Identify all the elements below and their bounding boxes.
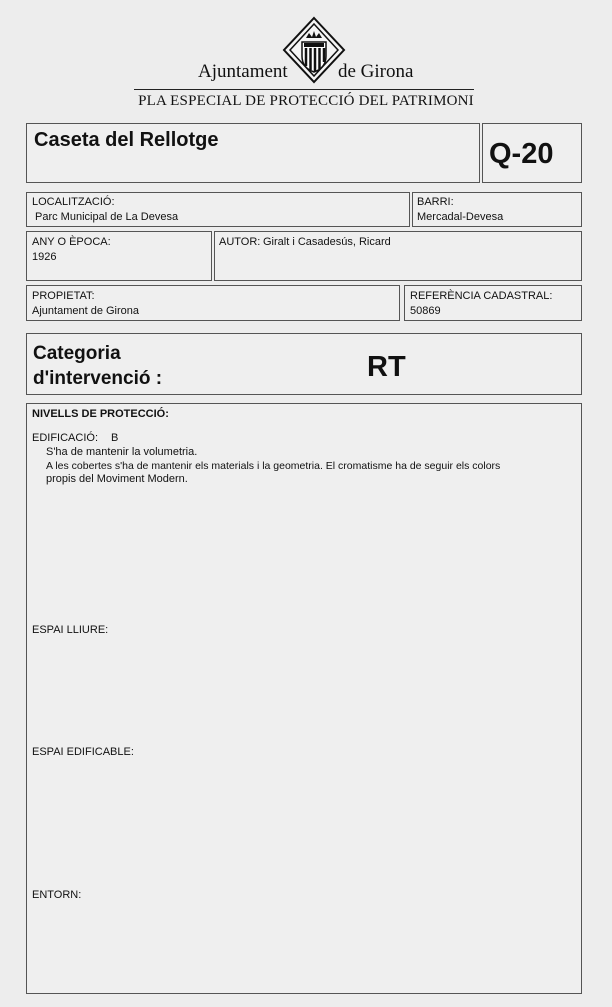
- categoria-value: RT: [367, 351, 406, 383]
- edificacio-line2: A les cobertes s'ha de mantenir els materials i la geometria. El cromatisme ha de seguir els colors: [46, 460, 501, 472]
- edificacio-line3: propis del Moviment Modern.: [46, 473, 188, 485]
- espai-edificable-label: ESPAI EDIFICABLE:: [32, 746, 134, 758]
- any-value: 1926: [32, 251, 57, 263]
- entorn-label: ENTORN:: [32, 889, 82, 901]
- propietat-value: Ajuntament de Girona: [32, 305, 140, 317]
- code-box: [482, 123, 582, 183]
- institution-name-right: de Girona: [338, 61, 414, 82]
- header-rule: [134, 89, 474, 90]
- propietat-label: PROPIETAT:: [32, 290, 95, 302]
- any-label: ANY O ÈPOCA:: [32, 236, 111, 248]
- categoria-label-line2: d'intervenció :: [33, 368, 163, 389]
- barri-label: BARRI:: [417, 196, 454, 208]
- barri-box: [412, 192, 582, 227]
- referencia-box: [404, 285, 582, 321]
- girona-coat-of-arms-icon: [282, 16, 346, 84]
- edificacio-value: B: [111, 432, 119, 444]
- localitzacio-value: Parc Municipal de La Devesa: [35, 211, 179, 223]
- autor-value: Giralt i Casadesús, Ricard: [263, 236, 391, 248]
- any-box: [26, 231, 212, 281]
- nivells-title: NIVELLS DE PROTECCIÓ:: [32, 408, 169, 420]
- document-subtitle: PLA ESPECIAL DE PROTECCIÓ DEL PATRIMONI: [138, 93, 474, 109]
- espai-lliure-label: ESPAI LLIURE:: [32, 624, 109, 636]
- edificacio-label: EDIFICACIÓ:: [32, 432, 99, 444]
- page-title: Caseta del Rellotge: [34, 129, 219, 151]
- edificacio-line1: S'ha de mantenir la volumetria.: [46, 446, 198, 458]
- record-code: Q-20: [489, 138, 554, 170]
- categoria-label-line1: Categoria: [33, 343, 121, 364]
- autor-label: AUTOR:: [219, 236, 261, 248]
- nivells-box: [26, 403, 582, 994]
- localitzacio-label: LOCALITZACIÓ:: [32, 196, 115, 208]
- autor-box: [214, 231, 582, 281]
- localitzacio-box: [26, 192, 410, 227]
- propietat-box: [26, 285, 400, 321]
- referencia-value: 50869: [410, 305, 441, 317]
- institution-name-left: Ajuntament: [198, 61, 288, 82]
- categoria-box: [26, 333, 582, 395]
- title-box: [26, 123, 480, 183]
- barri-value: Mercadal-Devesa: [417, 211, 504, 223]
- referencia-label: REFERÈNCIA CADASTRAL:: [410, 290, 553, 302]
